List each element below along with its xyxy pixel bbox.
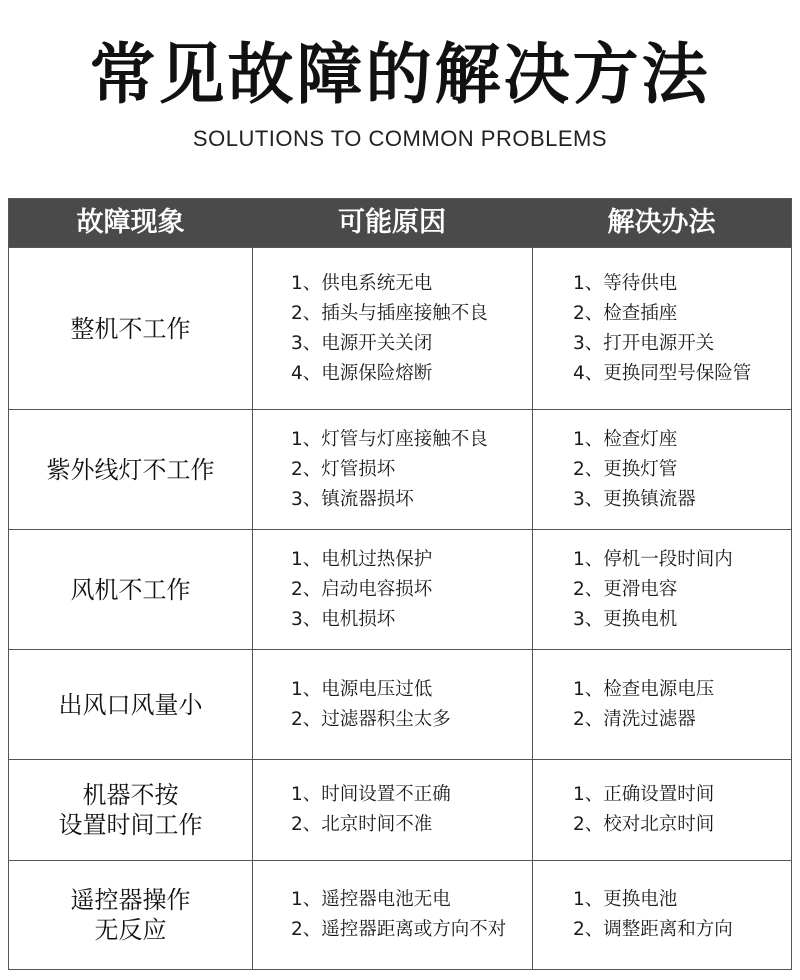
cause-item: 2、遥控器距离或方向不对 <box>291 919 507 940</box>
cause-item: 2、北京时间不准 <box>291 814 433 835</box>
solution-item: 4、更换同型号保险管 <box>573 362 752 384</box>
cause-cell <box>252 760 532 860</box>
troubleshooting-table <box>8 198 792 970</box>
solution-item: 1、检查灯座 <box>573 428 678 450</box>
symptom-cell <box>9 760 252 860</box>
table-header-row <box>9 199 791 247</box>
symptom-cell <box>9 861 252 969</box>
column-header-solution: 解决办法 <box>607 207 716 238</box>
cause-item: 1、时间设置不正确 <box>291 784 451 805</box>
solution-item: 3、更换电机 <box>573 608 678 630</box>
symptom-cell <box>9 650 252 759</box>
solution-item: 3、打开电源开关 <box>573 332 715 354</box>
table-row <box>9 247 791 409</box>
cause-item: 1、电机过热保护 <box>291 548 433 570</box>
solution-item: 1、更换电池 <box>573 889 678 910</box>
cause-item: 1、供电系统无电 <box>291 272 433 294</box>
symptom-text: 紫外线灯不工作 <box>46 455 215 484</box>
cause-item: 2、插头与插座接触不良 <box>291 302 488 324</box>
cause-cell <box>252 530 532 649</box>
page-subtitle: SOLUTIONS TO COMMON PROBLEMS <box>192 126 608 151</box>
table-row <box>9 860 791 969</box>
solution-item: 2、校对北京时间 <box>573 814 715 835</box>
symptom-cell <box>9 530 252 649</box>
symptom-cell <box>9 248 252 409</box>
cause-item: 3、电机损坏 <box>291 608 396 630</box>
symptom-text: 风机不工作 <box>70 575 191 604</box>
column-header-symptom: 故障现象 <box>76 207 185 238</box>
table-row <box>9 649 791 759</box>
solution-item: 2、调整距离和方向 <box>573 919 733 940</box>
symptom-text: 遥控器操作 无反应 <box>70 886 191 944</box>
solution-cell <box>532 248 791 409</box>
solution-cell <box>532 650 791 759</box>
table-row <box>9 529 791 649</box>
solution-cell <box>532 760 791 860</box>
cause-item: 3、镇流器损坏 <box>291 488 414 510</box>
solution-item: 2、更换灯管 <box>573 458 678 480</box>
solution-item: 2、更滑电容 <box>573 578 678 600</box>
cause-cell <box>252 650 532 759</box>
symptom-text: 出风口风量小 <box>58 690 203 719</box>
cause-item: 3、电源开关关闭 <box>291 332 433 354</box>
cause-item: 2、灯管损坏 <box>291 458 396 480</box>
solution-item: 1、等待供电 <box>573 272 678 294</box>
solution-item: 3、更换镇流器 <box>573 488 696 510</box>
table-row <box>9 759 791 860</box>
solution-cell <box>532 410 791 529</box>
cause-item: 4、电源保险熔断 <box>291 362 433 384</box>
cause-item: 1、遥控器电池无电 <box>291 889 451 910</box>
cause-item: 2、启动电容损坏 <box>291 578 433 600</box>
cause-item: 1、灯管与灯座接触不良 <box>291 428 488 450</box>
table-row <box>9 409 791 529</box>
cause-cell <box>252 410 532 529</box>
solution-cell <box>532 861 791 969</box>
column-header-cause: 可能原因 <box>338 207 446 238</box>
symptom-cell <box>9 410 252 529</box>
cause-item: 2、过滤器积尘太多 <box>291 708 451 730</box>
solution-item: 1、检查电源电压 <box>573 678 715 700</box>
cause-item: 1、电源电压过低 <box>291 678 433 700</box>
cause-cell <box>252 861 532 969</box>
solution-item: 2、检查插座 <box>573 302 678 324</box>
cause-cell <box>252 248 532 409</box>
page-title: 常见故障的解决方法 <box>89 36 711 113</box>
symptom-text: 整机不工作 <box>70 314 191 343</box>
solution-item: 2、清洗过滤器 <box>573 708 696 730</box>
symptom-text: 机器不按 设置时间工作 <box>58 781 203 839</box>
solution-item: 1、正确设置时间 <box>573 784 715 805</box>
solution-item: 1、停机一段时间内 <box>573 548 733 570</box>
solution-cell <box>532 530 791 649</box>
